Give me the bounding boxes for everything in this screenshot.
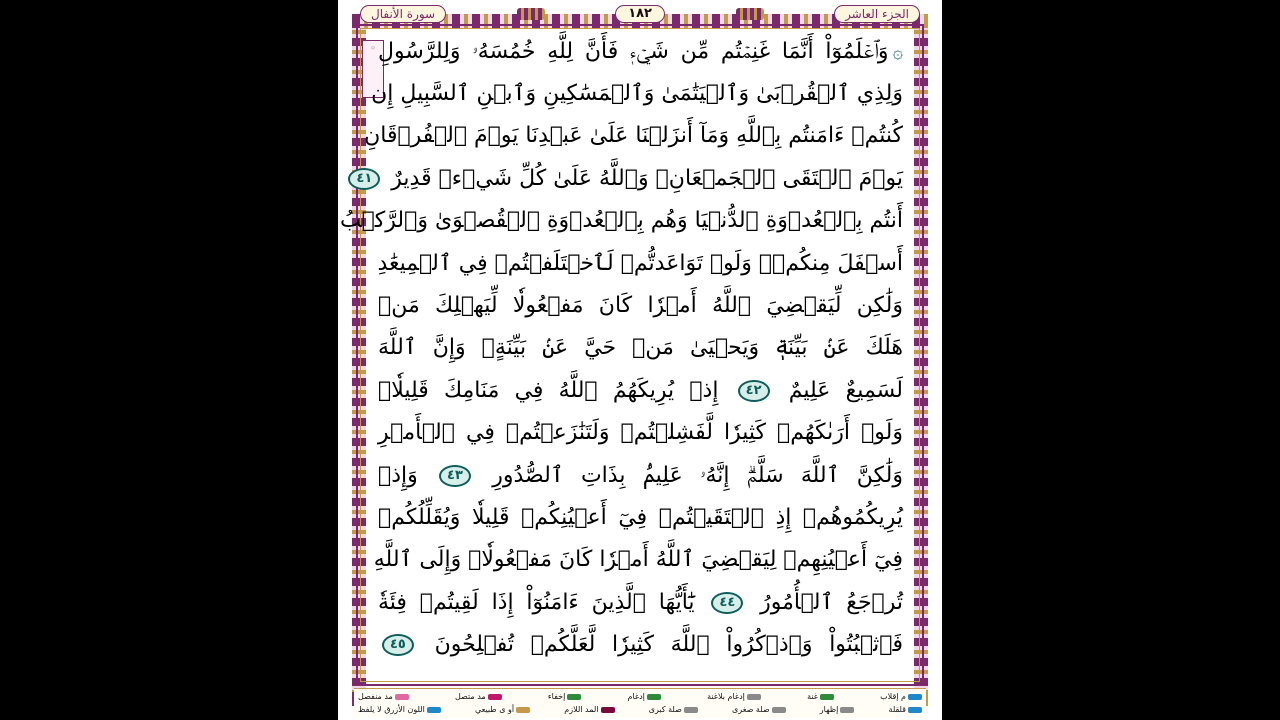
verse-marker-42: ٤٢ bbox=[738, 380, 770, 402]
text-line-4 bbox=[308, 157, 903, 199]
legend-item: مد منفصل bbox=[358, 690, 409, 703]
line-text: فِيٓ أَعۡيُنِهِمۡ لِيَقۡضِيَ ٱللَّهُ أَمۡرٗا كَانَ مَفۡعُولٗاۗ وَإِلَى ٱللَّهِ bbox=[373, 547, 903, 573]
legend-item: اللون الأزرق لا يلفظ bbox=[358, 703, 441, 716]
line-tail-text: إِذۡ يُرِيكَهُمُ ٱللَّهُ فِي مَنَامِكَ قَلِيلٗاۖ bbox=[378, 377, 719, 403]
line-text: فَٱثۡبُتُواْ وَٱذۡكُرُواْ ٱللَّهَ كَثِيرٗا لَّعَلَّكُمۡ تُفۡلِحُونَ bbox=[434, 632, 903, 658]
verse-marker-41: ٤١ bbox=[348, 168, 380, 190]
line-tail-text: يَٰٓأَيُّهَا ٱلَّذِينَ ءَامَنُوٓاْ إِذَا لَقِيتُمۡ فِئَةٗ bbox=[378, 589, 695, 615]
legend-item: إخفاء bbox=[548, 690, 581, 703]
line-text: وَلَوۡ أَرَىٰكَهُمۡ كَثِيرٗا لَّفَشِلۡتُمۡ وَلَتَنَٰزَعۡتُمۡ فِي ٱلۡأَمۡرِ bbox=[378, 420, 903, 446]
header-ornament-icon bbox=[736, 8, 764, 20]
hizb-marker-icon: ۞ bbox=[362, 40, 384, 98]
tajweed-legend bbox=[354, 688, 926, 718]
verse-marker-45: ٤٥ bbox=[382, 634, 414, 656]
legend-item: المد اللازم bbox=[564, 703, 614, 716]
line-text: يُرِيكُمُوهُمۡ إِذِ ٱلۡتَقَيۡتُمۡ فِيٓ أَعۡيُنِكُمۡ قَلِيلٗا وَيُقَلِّلُكُمۡ bbox=[378, 504, 903, 530]
verse-marker-44: ٤٤ bbox=[711, 592, 743, 614]
legend-row-1 bbox=[358, 690, 922, 703]
legend-item: إظهار bbox=[820, 703, 855, 716]
text-line-10 bbox=[378, 412, 903, 454]
line-text: وَلَٰكِن لِّيَقۡضِيَ ٱللَّهُ أَمۡرٗا كَانَ مَفۡعُولٗا لِّيَهۡلِكَ مَنۡ bbox=[378, 293, 903, 319]
line-tail-text: إِذۡ bbox=[308, 165, 338, 191]
text-line-11 bbox=[378, 454, 903, 496]
page-number: ١٨٢ bbox=[615, 5, 665, 23]
line-text: هَلَكَ عَنۢ بَيِّنَةٖ وَيَحۡيَىٰ مَنۡ حَيَّ عَنۢ بَيِّنَةٍۗ وَإِنَّ ٱللَّهَ bbox=[378, 335, 903, 361]
header-ornament-icon bbox=[517, 8, 545, 20]
text-line-6 bbox=[378, 242, 903, 284]
legend-item: مد متصل bbox=[455, 690, 502, 703]
juz-label: الجزء العاشر bbox=[834, 5, 920, 23]
line-text: يَوۡمَ ٱلۡتَقَى ٱلۡجَمۡعَانِۗ وَٱللَّهُ عَلَىٰ كُلِّ شَيۡءٖ قَدِيرٌ bbox=[391, 165, 903, 191]
legend-item: أو ى طبيعي bbox=[475, 703, 530, 716]
text-line-3 bbox=[364, 115, 903, 157]
text-line-14 bbox=[378, 581, 903, 623]
surah-label: سورة الأنفال bbox=[360, 5, 446, 23]
rub-hizb-icon: ۞ bbox=[892, 41, 903, 63]
legend-item: إدغام بلاغنة bbox=[707, 690, 761, 703]
line-text: وَلَٰكِنَّ ٱللَّهَ سَلَّمَۗ إِنَّهُۥ عَلِيمُۢ بِذَاتِ ٱلصُّدُورِ bbox=[492, 462, 904, 488]
quran-text bbox=[308, 30, 904, 666]
text-line-13 bbox=[373, 539, 903, 581]
legend-item: م إقلاب bbox=[880, 690, 922, 703]
text-line-9 bbox=[378, 369, 903, 411]
verse-marker-43: ٤٣ bbox=[439, 465, 471, 487]
text-line-12 bbox=[378, 496, 903, 538]
legend-item: إدغام bbox=[628, 690, 661, 703]
legend-item: صلة كبرى bbox=[649, 703, 698, 716]
line-text: أَنتُم بِٱلۡعُدۡوَةِ ٱلدُّنۡيَا وَهُم بِٱلۡعُدۡوَةِ ٱلۡقُصۡوَىٰ وَٱلرَّكۡبُ bbox=[340, 208, 903, 234]
text-line-2 bbox=[371, 72, 903, 114]
page-header bbox=[338, 4, 942, 24]
legend-row-2 bbox=[358, 703, 922, 716]
line-text: تُرۡجَعُ ٱلۡأُمُورُ bbox=[760, 589, 904, 615]
line-tail-text: وَإِذۡ bbox=[378, 462, 418, 488]
legend-item: قلقلة bbox=[889, 703, 922, 716]
text-line-5 bbox=[340, 200, 903, 242]
mushaf-page bbox=[308, 0, 942, 720]
line-text: وَلِذِي ٱلۡقُرۡبَىٰ وَٱلۡيَتَٰمَىٰ وَٱلۡمَسَٰكِينِ وَٱبۡنِ ٱلسَّبِيلِ إِن bbox=[371, 81, 903, 107]
line-text: لَسَمِيعٌ عَلِيمٌ bbox=[788, 377, 903, 403]
line-text: أَسۡفَلَ مِنكُمۡۚ وَلَوۡ تَوَاعَدتُّمۡ لَٱخۡتَلَفۡتُمۡ فِي ٱلۡمِيعَٰدِ bbox=[377, 250, 903, 276]
legend-item: صلة صغرى bbox=[732, 703, 786, 716]
line-text: وَٱعۡلَمُوٓاْ أَنَّمَا غَنِمۡتُم مِّن شَيۡءٖ فَأَنَّ لِلَّهِ خُمُسَهُۥ وَلِلرَّسُولِ bbox=[378, 38, 889, 64]
legend-item: غنة bbox=[807, 690, 834, 703]
line-text: كُنتُمۡ ءَامَنتُم بِٱللَّهِ وَمَآ أَنزَلۡنَا عَلَىٰ عَبۡدِنَا يَوۡمَ ٱلۡفُرۡقَانِ bbox=[364, 123, 903, 149]
text-line-15 bbox=[378, 623, 903, 665]
text-line-8 bbox=[378, 327, 903, 369]
text-line-7 bbox=[378, 284, 903, 326]
text-line-1 bbox=[378, 30, 903, 72]
